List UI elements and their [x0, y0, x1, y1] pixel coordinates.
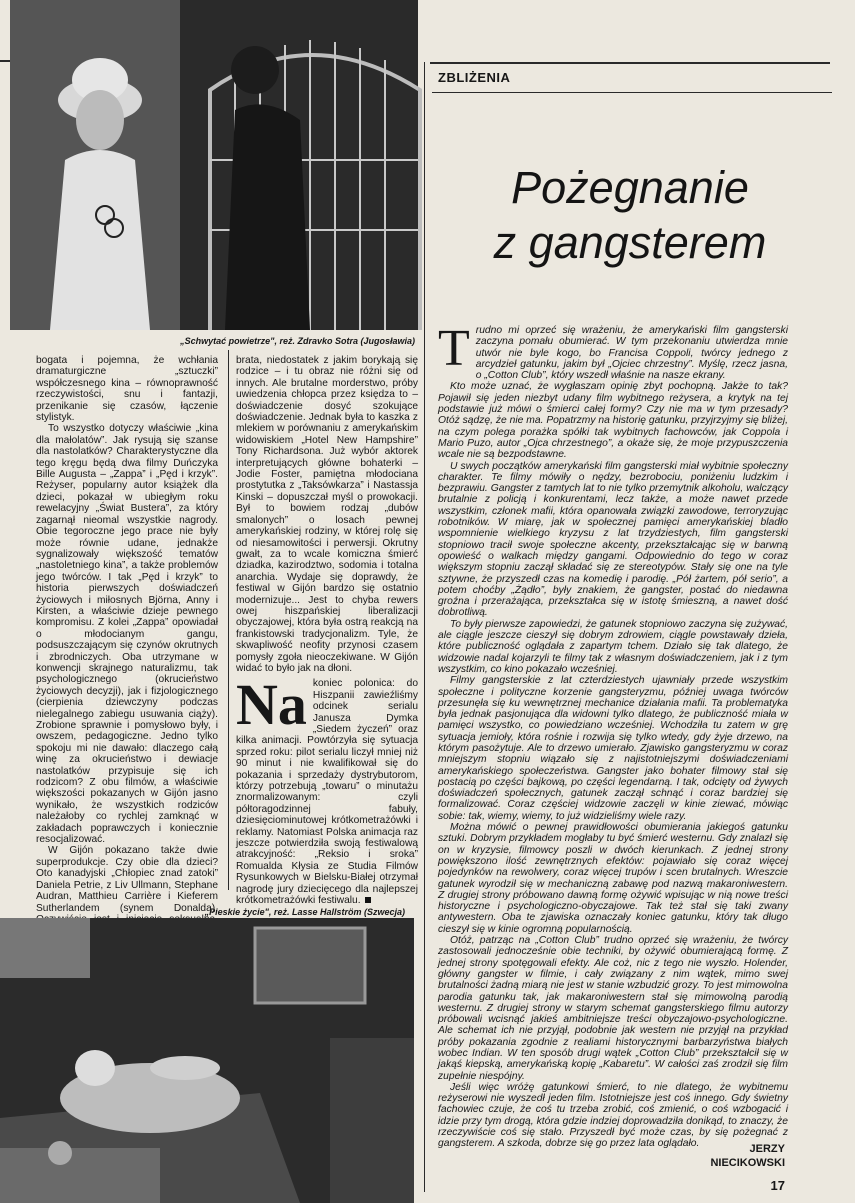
- paragraph: Jeśli więc wróżę gatunkowi śmierć, to nie dlatego, że wybitnemu reżyserowi nie wyszedł jeden film. Istotniejsze jest coś innego. Gdy świetny fachowiec czuje, że coś tu trzeba zrobić, coś zmienić, o coś wzbogacić i idzie przy tym drogą, która gdzie indziej doprowadziła donikąd, to znaczy, że rzeczywiście coś się stało. Przyszedł być może czas, by się pożegnać z gangsterem. A szkoda, dobrze się go przez lata oglądało.: [438, 1081, 788, 1150]
- author-first-name: JERZY: [749, 1143, 785, 1155]
- title-line-2: z gangsterem: [493, 217, 767, 268]
- author-byline: [710, 1142, 785, 1170]
- paragraph: bogata i pojemna, że wchłania dramaturgiczne „sztuczki” współczesnego kina – równoprawność rzeczywistości, snu i fantazji, przenikanie się czasów, łączenie stylistyk.: [36, 355, 218, 424]
- article-top-rule: [432, 92, 832, 93]
- article-column-left-2: [236, 355, 418, 907]
- paragraph: Kto może uznać, że wygłaszam opinię zbyt pochopną. Jakże to tak? Pojawił się jeden niezbyt udany film wybitnego reżysera, a krytyk na tej podstawie już mówi o śmierci całej formy? Czy nie ma w tym przesady? Otóż sądzę, że nie ma. Popatrzmy na historię gatunku, przyjrzyjmy się bliżej, na czym polega porażka spółki tak wybitnych fachowców, jak Coppola i Mario Puzo, autor „Ojca chrzestnego”, a okaże się, że moje przypuszczenia wcale nie są bezpodstawne.: [438, 381, 788, 461]
- photo-pieskie-zycie: [0, 918, 414, 1203]
- article-title: [430, 160, 830, 270]
- paragraph: To wszystko dotyczy właściwie „kina dla małolatów”. Jak rysują się szanse dla nastolatków? Charakterystyczne dla tego kręgu będą dwa filmy Duńczyka Bille Augusta – „Zappa” i „Pęd i krzyk”. Reżyser, popularny autor książek dla dzieci, pokazał w ubiegłym roku rewelacyjny „Świat Bustera”, za który zagarnął nieomal wszystkie nagrody. Obie tegoroczne jego prace nie były może równie udane, jednakże sygnalizowały większość tematów „nastoletniego kina”, a także problemów jego twórców. I tak „Pęd i krzyk” to historia pierwszych doświadczeń życiowych i miłosnych Björna, Anny i Kirsten, a właściwie dzieje pewnego kompromisu. Z kolei „Zappa” opowiadał o młodocianym gangu, podsuszczającym się czynów okrutnych i zbrodniczych. Oba utrzymane w konwencji skrajnego naturalizmu, tak psychologicznego (okrucieństwo życiowych decyzji), jak i fizjologicznego (cierpienia dziewczyny podczas nielegalnego zabiegu usuwania ciąży). Zrobione sprawnie i pomysłowo były, i owszem, pedagogiczne. Jedno tylko spokoju mi nie dawało: dlaczego całą winę za okrucieństwo i dewiacje nastolatków przypisuje się ich rodzicom? Z obu filmów, a właściwie większości pokazanych w Gijón jasno wynikało, że wszystkich rodziców należałoby co rychlej zamknąć w zakładach poprawczych i koniecznie resocjalizować.: [36, 423, 218, 846]
- page-number: 17: [770, 1178, 785, 1193]
- article-column-left-1: [36, 355, 218, 914]
- paragraph: Można mówić o pewnej prawidłowości obumierania jakiegoś gatunku sztuki. Dobrym przykładem mogłaby tu być śmierć westernu. Gdy znalazł się on w kryzysie, filmowcy poszli w dwóch kierunkach. Z jednej strony powiększono ilość zewnętrznych efektów: pojawiało się coraz więcej pojedynków na rewolwery, coraz więcej trupów i scen brutalnych. Wreszcie gatunek wyrodził się w mechaniczną zabawę pod nazwą makaroniwestern. Z drugiej strony próbowano dawną formę ożywić wpisując w nią nowe treści historyczne i psychologiczno-obyczajowe. Tak też stał się taki zwany antywestern. Oba te zjawiska oznaczały koniec gatunku, który tak długo cieszył się w kinie ogromną popularnością.: [438, 822, 788, 935]
- drop-cap-t: T: [438, 320, 470, 377]
- paragraph-na: [236, 672, 418, 907]
- paragraph: W Gijón pokazano także dwie superprodukcje. Czy obie dla dzieci? Oto kanadyjski „Chłopiec znad zatoki” Daniela Petrie, z Liv Ullmann, Stephane Audran, Matthieu Carrière i Kieferem Sutherlandem (synem Donalda).: [36, 845, 218, 914]
- paragraph: To były pierwsze zapowiedzi, że gatunek stopniowo zaczyna się zużywać, ale ciągle jeszcze cieszył się dobrym zdrowiem, ciągle powstawały dzieła, które publiczność oglądała z zapartym tchem. Działo się tak dlatego, że widzowie nadal kojarzyli te filmy tak z własnym doświadczeniem, jak i z tym wszystkim, co kino pokazało wcześniej.: [438, 618, 788, 675]
- paragraph: Otóż, patrząc na „Cotton Club” trudno oprzeć się wrażeniu, że twórcy zastosowali jednocześnie obie techniki, by ożywić obumierającą formę. Z jednej strony spotęgowali efekty. Ale coż, nic z tego nie wyszło. Holender, główny gangster w filmie, i cały związany z nim wątek, mimo swej brutalności żadną miarą nie jest w stanie wzbudzić grozy. To jest mimowolna parodia gatunku tak, jak makaroniwestern stał się mimowolną parodią westernu. Z drugiej strony w starym schemat gangsterskiego filmu autorzy próbowali wcisnąć jakieś ambitniejsze treści obyczajowo-psychologiczne. Ale schemat ich nie przyjął, podobnie jak western nie przyjął na przykład próby pokazania zgodnie z realiami historycznymi barbarzyństwa białych wobec Indian. W ten sposób drugi wątek „Cotton Club” przekształcił się w jakąś kiepską, amerykańską kopię „Kabaretu”. W całości zaś zrodził się film zupełnie niespójny.: [438, 935, 788, 1082]
- photo-caption-bottom: „Pieskie życie", reż. Lasse Hallström (Szwecja): [204, 907, 405, 917]
- title-line-1: Pożegnanie: [511, 162, 749, 213]
- photo-caption-top: „Schwytać powietrze", reż. Zdravko Sotra (Jugosławia): [180, 336, 415, 346]
- paragraph: Filmy gangsterskie z lat czterdziestych ujawniały przede wszystkim społeczne i polityczne korzenie gangsteryzmu, później uwaga twórców przesunęła się ku wewnętrznej mechanice działania mafii. Ta problematyka była jednak pasjonująca dla widowni tylko dlatego, że publiczność miała w pamięci wszystko, co powiedziano wcześniej. Wchodziła tu zatem w grę sytuacja jemioły, która rośnie i rozwija się tylko wtedy, gdy żyje drzewo, na którym pasożytuje. Ale to drzewo umierało. Zjawisko gangsteryzmu w coraz mniejszym stopniu wiązało się z najistotniejszymi doświadczeniami amerykańskiego społeczeństwa. Gangster jako bohater filmowy stał się postacią po części bajkową, po części legendarną. I tak, odcięty od żywych doświadczeń społecznych, gatunek zaczął schnąć i coraz bardziej się formalizować. Coraz częściej widzowie zaczęli w kinie ziewać, mówiąc sobie: tak, wiemy, wiemy, to już widzieliśmy wiele razy.: [438, 675, 788, 822]
- section-label: ZBLIŻENIA: [438, 70, 511, 85]
- author-last-name: NIECIKOWSKI: [710, 1157, 785, 1169]
- column-divider-main: [424, 62, 425, 1192]
- top-left-rule: [0, 60, 10, 62]
- drop-cap-na: Na: [236, 672, 307, 738]
- end-mark: [365, 897, 371, 903]
- photo-illustration: [10, 0, 418, 330]
- header-rule: [430, 62, 830, 64]
- na-paragraph-text: koniec polonica: do Hiszpanii zawieźliśmy odcinek serialu Janusza Dymka „Siedem życzeń” oraz kilka animacji. Powtórzyła się sytuacja sprzed roku: pilot serialu liczył mniej niż 90 minut i nie kwalifikował się do pokazania i sprzedaży dystrybutorom, którzy potrzebują „towaru” o minutażu znormalizowanym: czyli półtoragodzinnej fabuły, dziesięciominutowej krótkometrażówki i reklamy. Natomiast Polska animacja raz jeszcze potwierdziła swoją festiwalową atrakcyjność: „Reksio i sroka” Romualda Kłysia ze Studia Filmów Rysunkowych w Bielsku-Białej otrzymał nagrodę jury dziecięcego dla najlepszej krótkometrażówki festiwalu.: [236, 678, 418, 907]
- lead-paragraph: [438, 320, 788, 382]
- paragraph: brata, niedostatek z jakim borykają się rodzice – i tu obraz nie różni się od innych. Ale brutalne morderstwo, próby uwiedzenia chłopca przez księdza to – doświadczenie dosyć szokujące doświadczenie. Jednak była to kaszka z mlekiem w porównaniu z amerykańskim widowiskiem „Hotel New Hampshire” Tony Richardsona. Już wybór aktorek interpretujących główne bohaterki – Jodie Foster, pamiętna młodociana prostytutka z „Taksówkarza” i Nastassja Kinski – dopuszczał myśl o prowokacji. Był to bowiem rodzaj „dubów smalonych” o losach pewnej amerykańskiej rodziny, w której rolę się od niesamowitości i perwersji. Okrutny gwałt, za to wcale komiczna śmierć dziadka, kazirodztwo, sodomia i totalna anarchia. Wydaje się doprawdy, że festiwal w Gijón bardzo się ostatnio modernizuje... Jest to chyba rewers owej hiszpańskiej liberalizacji obyczajowej, która była ostrą reakcją na frankistowski tradycjonalizm. Tyle, że skwapliwość neofity przynosi czasem pomysły zgoła nieoczekiwane. W Gijón widać to było jak na dłoni.: [236, 355, 418, 674]
- lead-text: rudno mi oprzeć się wrażeniu, że amerykański film gangsterski zaczyna pomału obumierać. W tym przekonaniu utwierdza mnie utwór nie byle kogo, bo Francisa Coppoli, twórcy jednego z arcydzieł gatunku, jakim był „Ojciec chrzestny”. Myślę, rzecz jasna, o „Cotton Club”, który wszedł właśnie na nasze ekrany.: [475, 325, 788, 382]
- photo-schwytac-powietrze: [10, 0, 418, 330]
- photo-illustration: [0, 918, 414, 1203]
- paragraph: U swych początków amerykański film gangsterski miał wybitnie społeczny charakter. Te filmy mówiły o nędzy, bezrobociu, poniżeniu ludzkim i bezprawiu. Gangster z tamtych lat to nie tylko przemytnik alkoholu, walczący brutalnie z policją i konkurentami, lecz także, a może nawet przede wszystkim, członek mafii, która opanowała związki zawodowe, terroryzując robotników. W miarę, jak w społecznej pamięci amerykańskiej bladło wspomnienie wielkiego kryzysu z lat trzydziestych, film gangsterski stopniowo tracił swoje społeczne akcenty, przekształcając się w barwną opowieść o walkach między gangami. Odpowiednio do tego w coraz większym stopniu zaczął składać się ze stereotypów. Stały się one na tyle sztywne, że przyszedł czas na komedię i parodię. „Pół żartem, pół serio”, a potem choćby „Żądło”, były znakiem, że gangster, postać do niedawna groźna i przerażająca, przekształca się w istotę śmieszną, a nawet dość dobrotliwą.: [438, 460, 788, 619]
- column-divider-left: [228, 350, 229, 890]
